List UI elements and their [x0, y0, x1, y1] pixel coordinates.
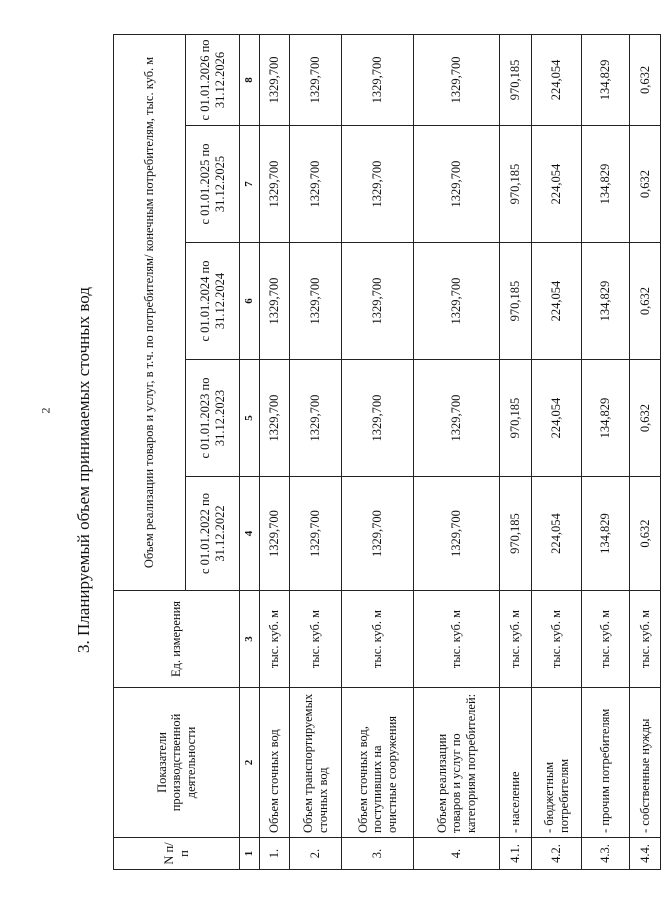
row-value: 0,632 [630, 34, 661, 125]
row-value: 224,054 [532, 477, 582, 591]
table-row [582, 34, 630, 869]
header-indicator: Показатели производственной деятельности [114, 688, 240, 838]
row-value: 134,829 [582, 360, 630, 477]
row-value: 1329,700 [414, 243, 500, 360]
row-value: 970,185 [500, 360, 532, 477]
column-number: 6 [240, 243, 260, 360]
row-value: 1329,700 [290, 126, 342, 243]
row-value: 0,632 [630, 243, 661, 360]
row-value: 0,632 [630, 477, 661, 591]
row-num: 4. [414, 838, 500, 870]
table-header [114, 34, 260, 869]
row-value: 970,185 [500, 477, 532, 591]
table-row [532, 34, 582, 869]
row-unit: тыс. куб. м [532, 591, 582, 688]
row-value: 1329,700 [290, 477, 342, 591]
row-num: 3. [342, 838, 414, 870]
table-row [500, 34, 532, 869]
row-value: 1329,700 [260, 477, 290, 591]
row-value: 224,054 [532, 243, 582, 360]
row-num: 4.4. [630, 838, 661, 870]
row-value: 1329,700 [414, 360, 500, 477]
row-value: 134,829 [582, 34, 630, 125]
row-unit: тыс. куб. м [582, 591, 630, 688]
row-unit: тыс. куб. м [414, 591, 500, 688]
row-name: Объем сточных вод [260, 688, 290, 838]
row-value: 1329,700 [260, 360, 290, 477]
row-name: - прочим потребителям [582, 688, 630, 838]
column-number: 7 [240, 126, 260, 243]
row-value: 1329,700 [342, 34, 414, 125]
row-unit: тыс. куб. м [500, 591, 532, 688]
row-value: 134,829 [582, 477, 630, 591]
row-num: 4.1. [500, 838, 532, 870]
row-value: 224,054 [532, 34, 582, 125]
row-value: 0,632 [630, 360, 661, 477]
wastewater-table [113, 34, 661, 870]
row-value: 1329,700 [342, 126, 414, 243]
table-container [113, 35, 652, 870]
row-value: 1329,700 [342, 243, 414, 360]
row-value: 1329,700 [290, 360, 342, 477]
column-number: 2 [240, 688, 260, 838]
header-num: N п/п [114, 838, 240, 870]
row-value: 1329,700 [414, 126, 500, 243]
table-row [342, 34, 414, 869]
header-period: с 01.01.2024 по 31.12.2024 [186, 243, 240, 360]
row-value: 1329,700 [290, 34, 342, 125]
table-body [260, 34, 661, 869]
row-value: 1329,700 [290, 243, 342, 360]
row-value: 134,829 [582, 243, 630, 360]
row-num: 4.2. [532, 838, 582, 870]
row-value: 970,185 [500, 243, 532, 360]
row-name: Объем сточных вод, поступивших на очистные сооружения [342, 688, 414, 838]
row-value: 1329,700 [342, 360, 414, 477]
row-name: Объем транспортируемых сточных вод [290, 688, 342, 838]
page-number: 2 [38, 407, 53, 414]
row-value: 224,054 [532, 126, 582, 243]
column-number: 1 [240, 838, 260, 870]
column-number: 4 [240, 477, 260, 591]
row-value: 970,185 [500, 34, 532, 125]
header-period: с 01.01.2026 по 31.12.2026 [186, 34, 240, 125]
row-value: 970,185 [500, 126, 532, 243]
header-period: с 01.01.2025 по 31.12.2025 [186, 126, 240, 243]
row-value: 0,632 [630, 126, 661, 243]
row-value: 1329,700 [260, 34, 290, 125]
row-value: 134,829 [582, 126, 630, 243]
row-unit: тыс. куб. м [260, 591, 290, 688]
row-unit: тыс. куб. м [342, 591, 414, 688]
row-value: 1329,700 [260, 243, 290, 360]
row-num: 1. [260, 838, 290, 870]
row-value: 224,054 [532, 360, 582, 477]
column-number: 5 [240, 360, 260, 477]
table-row [630, 34, 661, 869]
header-period: с 01.01.2023 по 31.12.2023 [186, 360, 240, 477]
column-number: 8 [240, 34, 260, 125]
header-group: Объем реализации товаров и услуг, в т.ч. по потребителям/ конечным потребителям, тыс. куб. м [114, 34, 186, 590]
section-heading: 3. Планируемый объем принимаемых сточных вод [74, 287, 93, 653]
row-name: - население [500, 688, 532, 838]
row-name: - бюджетным потребителям [532, 688, 582, 838]
row-num: 2. [290, 838, 342, 870]
header-unit: Ед. измерения [114, 591, 240, 688]
row-value: 1329,700 [414, 34, 500, 125]
column-number: 3 [240, 591, 260, 688]
column-number-row [240, 34, 260, 869]
header-period: с 01.01.2022 по 31.12.2022 [186, 477, 240, 591]
table-row [290, 34, 342, 869]
row-unit: тыс. куб. м [630, 591, 661, 688]
row-name: Объем реализации товаров и услуг по категориям потребителей: [414, 688, 500, 838]
row-value: 1329,700 [342, 477, 414, 591]
table-row [414, 34, 500, 869]
row-name: - собственные нужды [630, 688, 661, 838]
row-value: 1329,700 [260, 126, 290, 243]
row-num: 4.3. [582, 838, 630, 870]
row-value: 1329,700 [414, 477, 500, 591]
row-unit: тыс. куб. м [290, 591, 342, 688]
table-row [260, 34, 290, 869]
